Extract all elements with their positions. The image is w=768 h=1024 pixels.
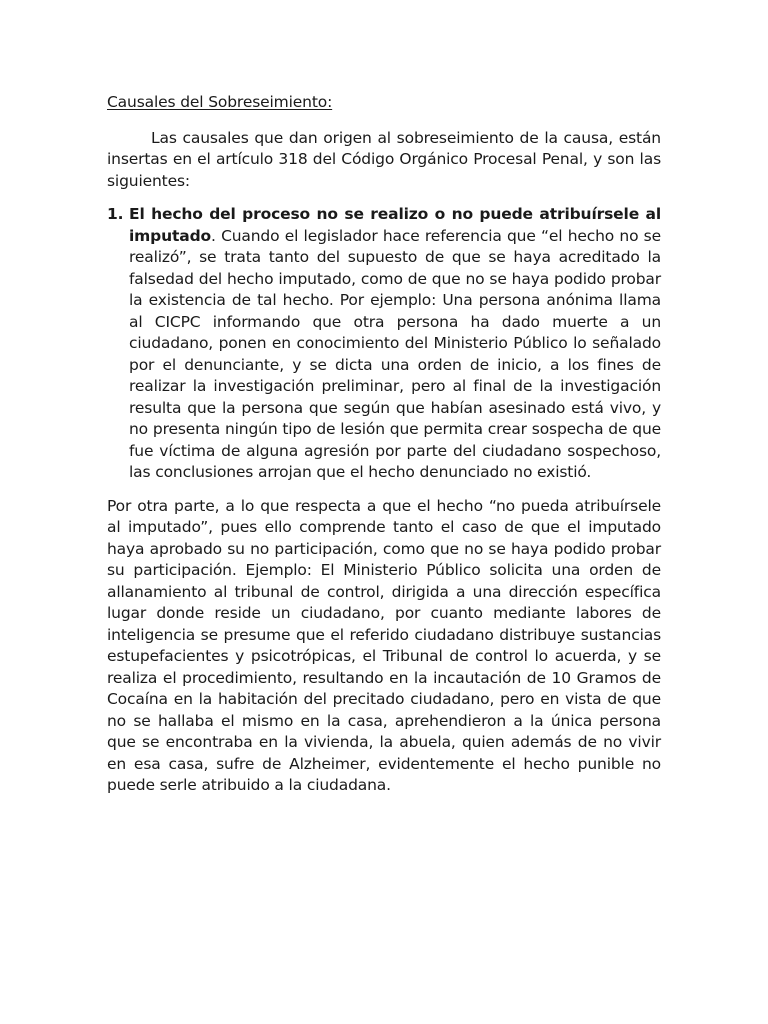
list-item-title-punct: . — [211, 226, 216, 245]
list-item-body: Cuando el legislador hace referencia que “el hecho no se realizó”, se trata tanto del supuesto de que se haya acreditado la falsedad del hecho imputado, como de que no se haya podido probar la existencia de tal hecho. Por ejemplo: Una persona anónima llama al CICPC informando que otra persona ha dado muerte a un ciudadano, ponen en conocimiento del Ministerio Público lo señalado por el denunciante, y se dicta una orden de inicio, a los fines de realizar la investigación preliminar, pero al final de la investigación resulta que la persona que según que habían asesinado está vivo, y no presenta ningún tipo de lesión que permita crear sospecha de que fue víctima de alguna agresión por parte del ciudadano sospechoso, las conclusiones arrojan que el hecho denunciado no existió. — [129, 226, 661, 481]
list-item-number: 1. — [107, 205, 124, 223]
causes-list — [107, 204, 661, 484]
intro-paragraph: Las causales que dan origen al sobreseimiento de la causa, están insertas en el artículo 318 del Código Orgánico Procesal Penal, y son las siguientes: — [107, 128, 661, 190]
list-item-title: El hecho del proceso no se realizo o no puede atribuírsele al imputado — [129, 205, 661, 245]
list-item — [107, 204, 661, 484]
body-paragraph: Por otra parte, a lo que respecta a que el hecho “no pueda atribuírsele al imputado”, pues ello comprende tanto el caso de que el imputado haya aprobado su no participación, como que no se haya podido probar su participación. Ejemplo: El Ministerio Público solicita una orden de allanamiento al tribunal de control, dirigida a una dirección específica lugar donde reside un ciudadano, por cuanto mediante labores de inteligencia se presume que el referido ciudadano distribuye sustancias estupefacientes y psicotrópicas, el Tribunal de control lo acuerda, y se realiza el procedimiento, resultando en la incautación de 10 Gramos de Cocaína en la habitación del precitado ciudadano, pero en vista de que no se hallaba el mismo en la casa, aprehendieron a la única persona que se encontraba en la vivienda, la abuela, quien además de no vivir en esa casa, sufre de Alzheimer, evidentemente el hecho punible no puede serle atribuido a la ciudadana. — [107, 496, 661, 794]
document-body — [107, 92, 661, 797]
section-heading: Causales del Sobreseimiento: — [107, 93, 333, 111]
